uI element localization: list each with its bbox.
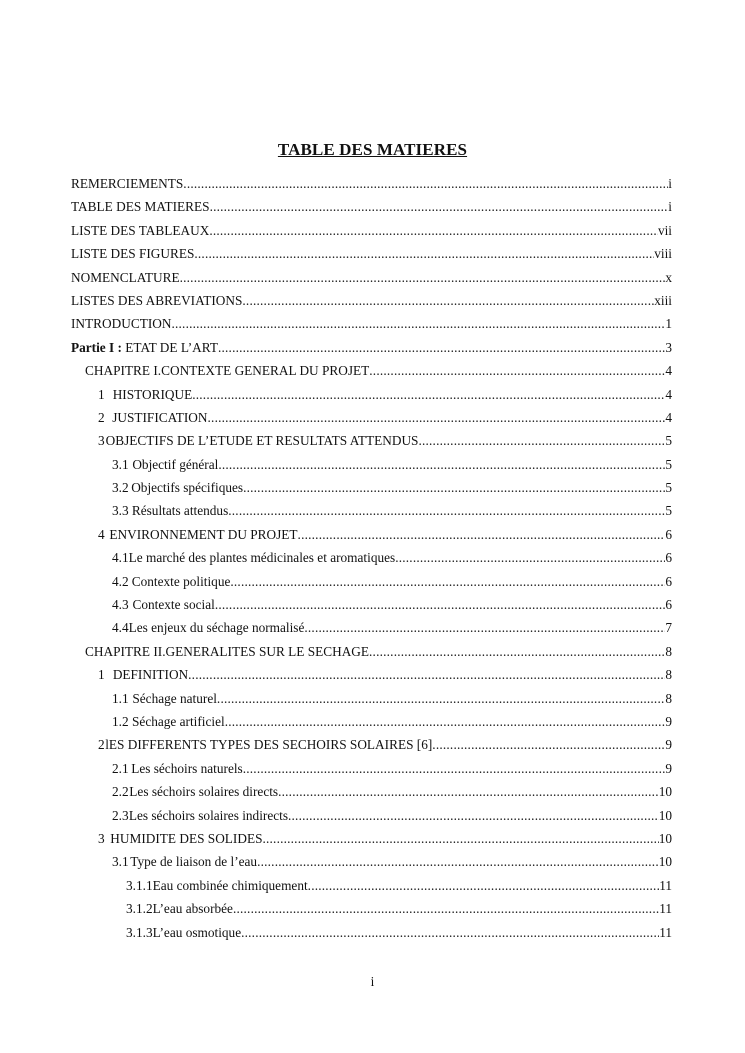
toc-dot-leader bbox=[192, 383, 665, 406]
toc-dot-leader bbox=[432, 733, 665, 756]
toc-entry-label bbox=[71, 172, 183, 195]
toc-entry-number: 4.1 bbox=[112, 550, 129, 566]
toc-entry-text: OBJECTIFS DE L’ETUDE ET RESULTATS ATTENDUS bbox=[105, 433, 419, 449]
toc-entry-text: TABLE DES MATIERES bbox=[71, 199, 210, 215]
toc-entry-page: 9 bbox=[665, 713, 672, 729]
toc-entry-page: 5 bbox=[665, 503, 672, 519]
toc-entry-label bbox=[130, 850, 257, 873]
toc-dot-leader bbox=[215, 593, 666, 616]
toc-entry[interactable] bbox=[71, 476, 672, 499]
toc-dot-leader bbox=[243, 476, 665, 499]
toc-entry[interactable] bbox=[71, 663, 672, 686]
toc-entry-text: HUMIDITE DES SOLIDES bbox=[110, 830, 263, 846]
toc-entry-text: ENVIRONNEMENT DU PROJET bbox=[109, 526, 298, 542]
toc-entry[interactable] bbox=[71, 921, 672, 944]
toc-entry-page: 5 bbox=[665, 456, 672, 472]
toc-entry-page: 6 bbox=[665, 526, 672, 542]
toc-entry-page: 6 bbox=[665, 573, 672, 589]
toc-dot-leader bbox=[395, 546, 665, 569]
toc-entry-number: 3.1.1 bbox=[126, 877, 153, 893]
toc-entry-page: 10 bbox=[658, 807, 672, 823]
toc-entry-text: Eau combinée chimiquement bbox=[152, 877, 308, 893]
toc-entry[interactable] bbox=[71, 195, 672, 218]
toc-dot-leader bbox=[194, 242, 654, 265]
toc-entry-text: Objectifs spécifiques bbox=[131, 480, 244, 496]
toc-entry-number: 2 bbox=[98, 737, 105, 753]
toc-entry-number: 3.1 bbox=[112, 456, 129, 472]
toc-entry-page: 4 bbox=[665, 409, 672, 425]
toc-entry-number: 3.1 bbox=[112, 854, 129, 870]
toc-entry-label bbox=[166, 640, 370, 663]
toc-entry[interactable] bbox=[71, 710, 672, 733]
toc-entry-page: 11 bbox=[659, 877, 672, 893]
toc-entry-text: ETAT DE L’ART bbox=[121, 339, 218, 355]
toc-entry-number: 4.2 bbox=[112, 573, 129, 589]
toc-dot-leader bbox=[278, 780, 659, 803]
toc-entry-label bbox=[71, 312, 171, 335]
toc-entry-label bbox=[132, 453, 218, 476]
toc-entry-text: Séchage naturel bbox=[132, 690, 217, 706]
toc-entry-text: LISTE DES TABLEAUX bbox=[71, 222, 210, 238]
page-number: i bbox=[370, 974, 375, 989]
toc-entry[interactable] bbox=[71, 687, 672, 710]
toc-entry-number: 3.1.2 bbox=[126, 901, 153, 917]
toc-entry[interactable] bbox=[71, 429, 672, 452]
toc-entry-page: 4 bbox=[665, 363, 672, 379]
toc-entry-number: 3 bbox=[98, 830, 105, 846]
toc-entry-page: x bbox=[665, 269, 672, 285]
toc-dot-leader bbox=[304, 616, 665, 639]
toc-entry-text: DEFINITION bbox=[112, 667, 189, 683]
toc-entry-label bbox=[109, 523, 297, 546]
toc-entry-label bbox=[132, 499, 228, 522]
toc-dot-leader bbox=[218, 453, 665, 476]
toc-entry-label bbox=[131, 476, 243, 499]
toc-entry-label bbox=[71, 219, 209, 242]
toc-entry-label bbox=[132, 687, 217, 710]
toc-dot-leader bbox=[208, 406, 666, 429]
toc-entry[interactable] bbox=[71, 616, 672, 639]
toc-dot-leader bbox=[288, 804, 659, 827]
toc-entry-label bbox=[71, 266, 180, 289]
toc-entry-page: 11 bbox=[659, 924, 672, 940]
toc-dot-leader bbox=[218, 336, 665, 359]
toc-dot-leader bbox=[262, 827, 658, 850]
toc-entry-label bbox=[129, 616, 305, 639]
toc-entry-number: 1.1 bbox=[112, 690, 129, 706]
toc-entry[interactable] bbox=[71, 897, 672, 920]
toc-entry-page: 8 bbox=[665, 667, 672, 683]
toc-entry-text: HISTORIQUE bbox=[112, 386, 193, 402]
toc-entry-page: 11 bbox=[659, 901, 672, 917]
toc-entry-label bbox=[132, 570, 231, 593]
toc-entry[interactable] bbox=[71, 453, 672, 476]
toc-dot-leader bbox=[233, 897, 659, 920]
toc-entry-label bbox=[113, 383, 193, 406]
toc-entry-page: 1 bbox=[665, 316, 672, 332]
toc-dot-leader bbox=[241, 921, 659, 944]
toc-dot-leader bbox=[217, 687, 665, 710]
toc-entry-number: 1.2 bbox=[112, 713, 129, 729]
toc-entry[interactable] bbox=[71, 570, 672, 593]
toc-entry-page: 10 bbox=[658, 854, 672, 870]
toc-entry-number: 4 bbox=[98, 526, 105, 542]
toc-entry-number: 4.3 bbox=[112, 597, 129, 613]
toc-entry-text: Le marché des plantes médicinales et aromatiques bbox=[128, 550, 396, 566]
toc-entry-text: Les enjeux du séchage normalisé bbox=[128, 620, 305, 636]
toc-entry-page: 3 bbox=[665, 339, 672, 355]
toc-entry-text: REMERCIEMENTS bbox=[71, 176, 184, 191]
toc-entry-text: INTRODUCTION bbox=[71, 316, 172, 332]
toc-entry-text: L’eau absorbée bbox=[152, 901, 233, 917]
toc-entry[interactable] bbox=[71, 383, 672, 406]
toc-entry-page: viii bbox=[654, 246, 672, 262]
toc-entry-text: GENERALITES SUR LE SECHAGE bbox=[165, 643, 370, 659]
toc-entry-number: 3.2 bbox=[112, 480, 129, 496]
toc-entry-number: 2.2 bbox=[112, 784, 129, 800]
toc-entry-label bbox=[129, 780, 278, 803]
toc-entry-label bbox=[132, 710, 225, 733]
toc-entry-label bbox=[113, 663, 188, 686]
toc-entry-label bbox=[71, 195, 210, 218]
toc-entry-label bbox=[131, 757, 243, 780]
toc-dot-leader bbox=[243, 757, 666, 780]
toc-entry[interactable] bbox=[71, 733, 672, 756]
toc-entry-page: 6 bbox=[665, 550, 672, 566]
toc-dot-leader bbox=[209, 219, 658, 242]
toc-entry-number: 3.1.3 bbox=[126, 924, 153, 940]
toc-entry-label bbox=[153, 921, 242, 944]
toc-entry[interactable] bbox=[71, 336, 672, 359]
toc-dot-leader bbox=[188, 663, 665, 686]
toc-dot-leader bbox=[418, 429, 665, 452]
toc-entry-page: 5 bbox=[665, 433, 672, 449]
toc-entry-label bbox=[153, 874, 308, 897]
toc-entry-page: 10 bbox=[658, 830, 672, 846]
toc-entry[interactable] bbox=[71, 289, 672, 312]
toc-entry-label bbox=[106, 429, 419, 452]
toc-entry-page: i bbox=[668, 176, 672, 191]
toc-entry-label bbox=[161, 359, 369, 382]
toc-entry-text: Les séchoirs solaires directs bbox=[129, 784, 279, 800]
toc-entry[interactable] bbox=[71, 172, 672, 195]
toc-dot-leader bbox=[308, 874, 660, 897]
toc-entry[interactable] bbox=[71, 359, 672, 382]
toc-dot-leader bbox=[228, 499, 665, 522]
toc-entry[interactable] bbox=[71, 780, 672, 803]
toc-dot-leader bbox=[242, 289, 654, 312]
toc-dot-leader bbox=[369, 359, 665, 382]
toc-entry[interactable] bbox=[71, 523, 672, 546]
toc-entry[interactable] bbox=[71, 827, 672, 850]
toc-dot-leader bbox=[230, 570, 665, 593]
toc-entry-number: 2 bbox=[98, 409, 105, 425]
toc-entry-page: 6 bbox=[665, 597, 672, 613]
toc-entry-label bbox=[112, 406, 207, 429]
toc-entry[interactable] bbox=[71, 242, 672, 265]
toc-entry[interactable] bbox=[71, 874, 672, 897]
toc-entry-text: CONTEXTE GENERAL DU PROJET bbox=[161, 363, 370, 379]
toc-entry-number: 2.1 bbox=[112, 760, 129, 776]
toc-entry-page: vii bbox=[657, 222, 672, 238]
toc-entry-page: 8 bbox=[665, 643, 672, 659]
toc-entry-text: Les séchoirs naturels bbox=[131, 760, 243, 776]
toc-entry-page: 5 bbox=[665, 480, 672, 496]
toc-dot-leader bbox=[225, 710, 666, 733]
toc-entry-page: 8 bbox=[665, 690, 672, 706]
toc-entry-text: NOMENCLATURE bbox=[71, 269, 180, 285]
toc-entry-text: lES DIFFERENTS TYPES DES SECHOIRS SOLAIRES [6] bbox=[105, 737, 433, 753]
toc-entry[interactable] bbox=[71, 593, 672, 616]
toc-entry-text: Les séchoirs solaires indirects bbox=[128, 807, 288, 823]
toc-entry[interactable] bbox=[71, 850, 672, 873]
toc-entry-number: 2.3 bbox=[112, 807, 129, 823]
toc-entry[interactable] bbox=[71, 266, 672, 289]
toc-entry-text: LISTES DES ABREVIATIONS bbox=[71, 292, 243, 308]
toc-entry-number: CHAPITRE I. bbox=[85, 363, 162, 379]
toc-entry[interactable] bbox=[71, 640, 672, 663]
toc-entry-page: 9 bbox=[665, 760, 672, 776]
toc-entry-page: 9 bbox=[665, 737, 672, 753]
toc-entry[interactable] bbox=[71, 499, 672, 522]
toc-entry[interactable] bbox=[71, 312, 672, 335]
toc-entry-label bbox=[71, 289, 242, 312]
toc-entry-number: 3.3 bbox=[112, 503, 129, 519]
toc-entry-text: Type de liaison de l’eau bbox=[130, 854, 258, 870]
toc-entry-number: 3 bbox=[98, 433, 105, 449]
toc-dot-leader bbox=[183, 172, 668, 195]
toc-entry-text: Contexte social bbox=[132, 597, 215, 613]
toc-entry-page: xiii bbox=[654, 292, 672, 308]
toc-entry-prefix: Partie I : bbox=[71, 339, 122, 355]
toc-dot-leader bbox=[210, 195, 669, 218]
toc-entry[interactable] bbox=[71, 406, 672, 429]
toc-entry[interactable] bbox=[71, 757, 672, 780]
toc-entry-number: CHAPITRE II. bbox=[85, 643, 166, 659]
toc-entry-page: 4 bbox=[665, 386, 672, 402]
toc-entry[interactable] bbox=[71, 804, 672, 827]
toc-dot-leader bbox=[257, 850, 659, 873]
toc-entry-text: Objectif général bbox=[132, 456, 219, 472]
toc-entry-number: 4.4 bbox=[112, 620, 129, 636]
toc-entry-page: i bbox=[668, 199, 672, 215]
table-of-contents bbox=[71, 172, 672, 944]
toc-entry-label bbox=[71, 336, 218, 359]
toc-entry-number: 1 bbox=[98, 667, 105, 683]
toc-dot-leader bbox=[369, 640, 665, 663]
toc-entry-text: Contexte politique bbox=[131, 573, 231, 589]
toc-entry-page: 7 bbox=[665, 620, 672, 636]
toc-dot-leader bbox=[298, 523, 666, 546]
toc-entry-label bbox=[129, 546, 396, 569]
toc-entry-number: 1 bbox=[98, 386, 105, 402]
page-title: TABLE DES MATIERES bbox=[277, 140, 468, 159]
toc-entry-label bbox=[132, 593, 214, 616]
toc-entry-text: L’eau osmotique bbox=[152, 924, 242, 940]
toc-dot-leader bbox=[171, 312, 665, 335]
toc-entry-label bbox=[153, 897, 233, 920]
toc-entry-text: LISTE DES FIGURES bbox=[71, 246, 195, 262]
toc-entry-label bbox=[129, 804, 288, 827]
toc-entry-text: Séchage artificiel bbox=[132, 713, 225, 729]
toc-entry-label bbox=[105, 733, 432, 756]
toc-entry-text: JUSTIFICATION bbox=[112, 409, 208, 425]
toc-entry-label bbox=[110, 827, 262, 850]
toc-entry[interactable] bbox=[71, 219, 672, 242]
toc-entry-text: Résultats attendus bbox=[131, 503, 229, 519]
toc-dot-leader bbox=[180, 266, 666, 289]
toc-entry-label bbox=[71, 242, 194, 265]
toc-entry-page: 10 bbox=[658, 784, 672, 800]
toc-entry[interactable] bbox=[71, 546, 672, 569]
